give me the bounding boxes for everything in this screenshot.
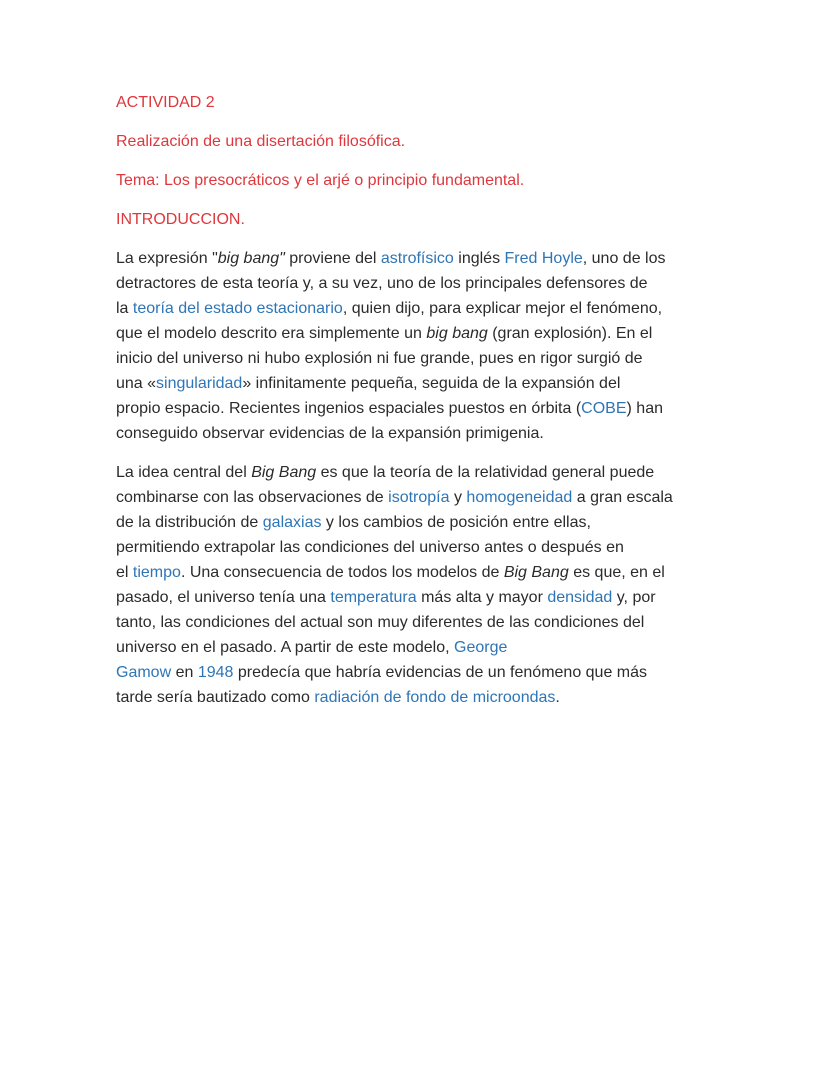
text-run: inicio del universo ni hubo explosión ni fue grande, pues en rigor surgió de — [116, 350, 643, 367]
text-run: , quien dijo, para explicar mejor el fenómeno, — [342, 300, 663, 317]
text-run: , uno de los — [582, 250, 666, 267]
hyperlink[interactable]: Fred Hoyle — [504, 250, 583, 267]
subtitle-heading: Realización de una disertación filosófica. — [116, 133, 406, 150]
text-run: el — [116, 564, 133, 581]
hyperlink[interactable]: radiación de fondo de microondas — [314, 689, 556, 706]
text-run: es que, en el — [568, 564, 665, 581]
text-run: . — [555, 689, 560, 706]
text-run: conseguido observar evidencias de la expansión primigenia. — [116, 425, 544, 442]
text-run: a gran escala — [572, 489, 673, 506]
text-run: detractores de esta teoría y, a su vez, uno de los principales defensores de — [116, 275, 648, 292]
topic-heading: Tema: Los presocráticos y el arjé o principio fundamental. — [116, 172, 525, 189]
text-run: propio espacio. Recientes ingenios espaciales puestos en órbita ( — [116, 400, 582, 417]
hyperlink[interactable]: tiempo — [132, 564, 181, 581]
text-run: y los cambios de posición entre ellas, — [321, 514, 591, 531]
text-run: pasado, el universo tenía una — [116, 589, 331, 606]
hyperlink[interactable]: Gamow — [116, 664, 172, 681]
text-run: universo en el pasado. A partir de este modelo, — [116, 639, 454, 656]
text-run: La expresión " — [116, 250, 218, 267]
italic-text-run: Big Bang — [251, 464, 317, 481]
hyperlink[interactable]: George — [454, 639, 508, 656]
text-run: proviene del — [284, 250, 381, 267]
text-run: » infinitamente pequeña, seguida de la expansión del — [242, 375, 621, 392]
text-run: ) han — [626, 400, 663, 417]
section-heading-introduction: INTRODUCCION. — [116, 211, 245, 228]
text-run: y, por — [612, 589, 656, 606]
paragraph-big-bang-origin — [116, 246, 756, 446]
hyperlink[interactable]: teoría del estado estacionario — [132, 300, 343, 317]
text-run: La idea central del — [116, 464, 252, 481]
hyperlink[interactable]: COBE — [581, 400, 627, 417]
text-run: una « — [116, 375, 157, 392]
text-run: en — [171, 664, 198, 681]
document-content — [116, 90, 756, 724]
hyperlink[interactable]: densidad — [547, 589, 613, 606]
text-run: que el modelo descrito era simplemente un — [116, 325, 427, 342]
hyperlink[interactable]: astrofísico — [380, 250, 454, 267]
text-run: y — [449, 489, 467, 506]
text-run: de la distribución de — [116, 514, 263, 531]
italic-text-run: big bang — [426, 325, 488, 342]
text-run: (gran explosión). En el — [487, 325, 653, 342]
text-run: predecía que habría evidencias de un fenómeno que más — [233, 664, 648, 681]
text-run: tanto, las condiciones del actual son muy diferentes de las condiciones del — [116, 614, 645, 631]
text-run: permitiendo extrapolar las condiciones del universo antes o después en — [116, 539, 624, 556]
hyperlink[interactable]: singularidad — [156, 375, 243, 392]
text-run: inglés — [453, 250, 505, 267]
hyperlink[interactable]: galaxias — [262, 514, 322, 531]
hyperlink[interactable]: homogeneidad — [466, 489, 573, 506]
text-run: . Una consecuencia de todos los modelos de — [180, 564, 504, 581]
paragraph-big-bang-central-idea — [116, 460, 756, 710]
text-run: más alta y mayor — [416, 589, 548, 606]
text-run: combinarse con las observaciones de — [116, 489, 389, 506]
hyperlink[interactable]: isotropía — [388, 489, 450, 506]
text-run: tarde sería bautizado como — [116, 689, 315, 706]
text-run: es que la teoría de la relatividad general puede — [316, 464, 655, 481]
hyperlink[interactable]: 1948 — [197, 664, 234, 681]
italic-text-run: big bang" — [217, 250, 285, 267]
italic-text-run: Big Bang — [503, 564, 569, 581]
activity-heading: ACTIVIDAD 2 — [116, 94, 215, 111]
hyperlink[interactable]: temperatura — [330, 589, 417, 606]
text-run: la — [116, 300, 133, 317]
